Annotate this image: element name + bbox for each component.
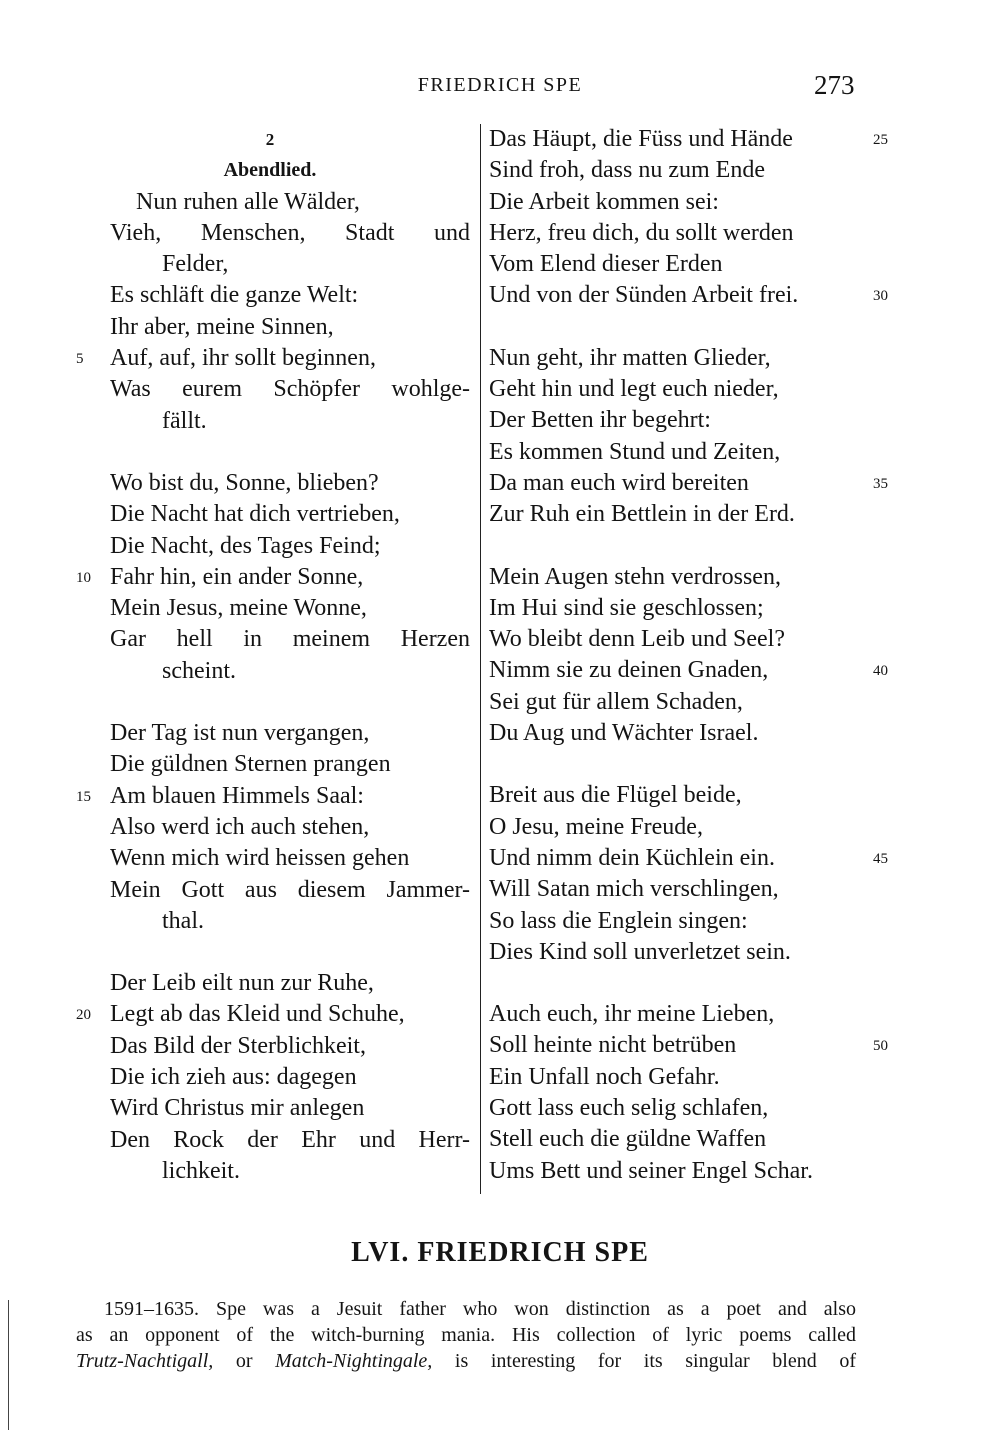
verse-line: [110, 499, 470, 530]
verse-text: Ein Unfall noch Gefahr.: [489, 1063, 720, 1090]
verse-text: scheint.: [162, 657, 236, 684]
line-number: 20: [76, 1007, 91, 1024]
verse-line: [110, 187, 470, 218]
verse-line: [489, 1124, 867, 1155]
verse-text: Die Nacht hat dich vertrieben,: [110, 501, 400, 528]
poem-left-column: [76, 124, 470, 1187]
poem-right-column: [489, 124, 888, 1187]
verse-text: Also werd ich auch stehen,: [110, 813, 370, 840]
stanza: [489, 780, 888, 968]
verse-line: [489, 780, 867, 811]
verse-line: [76, 999, 470, 1030]
verse-text: Zur Ruh ein Bettlein in der Erd.: [489, 501, 795, 528]
verse-text: Nun ruhen alle Wälder,: [136, 188, 360, 215]
verse-line: [489, 468, 888, 499]
verse-text: Breit aus die Flügel beide,: [489, 782, 742, 809]
verse-line: [489, 499, 867, 530]
stanza: [76, 968, 470, 1187]
intro-paragraph: [76, 1296, 856, 1374]
line-number: 25: [873, 132, 888, 148]
verse-text: O Jesu, meine Freude,: [489, 813, 703, 840]
verse-text: Auch euch, ihr meine Lieben,: [489, 1001, 775, 1028]
stanza-gap: [110, 687, 470, 718]
verse-line: [489, 374, 867, 405]
line-number: 30: [873, 288, 888, 305]
line-number: 10: [76, 569, 91, 586]
verse-text: So lass die Englein singen:: [489, 907, 748, 934]
intro-text: is interesting for its singular blend of: [432, 1350, 856, 1372]
verse-line: [489, 187, 867, 218]
verse-text: Gar hell in meinem Herzen: [110, 626, 470, 653]
verse-text: Den Rock der Ehr und Herr-: [110, 1126, 470, 1153]
stanza: [489, 999, 888, 1187]
verse-line: [489, 655, 888, 686]
verse-line: [489, 937, 867, 968]
section-heading: LVI. FRIEDRICH SPE: [351, 1237, 649, 1268]
verse-line: [110, 843, 470, 874]
verse-line: [489, 280, 888, 311]
stanza-gap: [110, 937, 470, 968]
verse-text: Im Hui sind sie geschlossen;: [489, 594, 764, 621]
intro-text: or: [213, 1350, 276, 1372]
stanza: [489, 562, 888, 750]
verse-line: [110, 718, 470, 749]
verse-line: [489, 687, 867, 718]
line-number: 15: [76, 788, 91, 805]
poem-title: Abendlied.: [223, 159, 317, 182]
stanza-gap: [110, 437, 470, 468]
intro-line: [76, 1296, 856, 1322]
verse-text: Das Bild der Sterblichkeit,: [110, 1032, 366, 1059]
verse-line: [110, 468, 470, 499]
verse-text: Legt ab das Kleid und Schuhe,: [110, 1001, 405, 1028]
verse-line: [110, 593, 470, 624]
verse-line: [76, 562, 470, 593]
verse-line: [489, 218, 867, 249]
line-number: 40: [873, 663, 888, 680]
verse-line: [489, 906, 867, 937]
verse-text: Wird Christus mir anlegen: [110, 1095, 365, 1122]
verse-text: Mein Augen stehn verdrossen,: [489, 563, 781, 590]
verse-line: [76, 781, 470, 812]
verse-text: Soll heinte nicht betrüben: [489, 1032, 737, 1059]
verse-line: [110, 374, 470, 405]
left-stanzas: [76, 187, 470, 1188]
italic-title: Match-Nightingale,: [275, 1350, 433, 1372]
verse-line: [110, 656, 470, 687]
verse-text: Die ich zieh aus: dagegen: [110, 1064, 357, 1091]
verse-line: [110, 249, 470, 280]
verse-line: [489, 1062, 867, 1093]
verse-text: Ums Bett und seiner Engel Schar.: [489, 1157, 813, 1184]
verse-text: Mein Jesus, meine Wonne,: [110, 595, 367, 622]
verse-text: Wo bist du, Sonne, blieben?: [110, 469, 379, 496]
verse-line: [110, 906, 470, 937]
verse-text: Die Arbeit kommen sei:: [489, 188, 719, 215]
verse-line: [110, 531, 470, 562]
verse-line: [489, 1030, 888, 1061]
verse-line: [489, 718, 867, 749]
verse-line: [110, 749, 470, 780]
poem-number: 2: [265, 130, 275, 149]
italic-title: Trutz-Nachtigall,: [76, 1350, 214, 1372]
right-stanzas: [489, 124, 888, 1187]
verse-text: Es schläft die ganze Welt:: [110, 282, 359, 309]
verse-text: Da man euch wird bereiten: [489, 469, 749, 496]
intro-line: [76, 1348, 856, 1374]
verse-text: Felder,: [162, 251, 229, 278]
verse-text: Geht hin und legt euch nieder,: [489, 376, 779, 403]
verse-text: Gott lass euch selig schlafen,: [489, 1095, 769, 1122]
stanza-gap: [489, 749, 867, 780]
line-number: 50: [873, 1038, 888, 1055]
verse-text: Und nimm dein Küchlein ein.: [489, 844, 775, 871]
verse-line: [489, 405, 867, 436]
verse-text: Die Nacht, des Tages Feind;: [110, 532, 381, 559]
verse-line: [110, 1125, 470, 1156]
line-number: 45: [873, 850, 888, 867]
column-divider: [480, 124, 481, 1194]
verse-line: [489, 155, 867, 186]
stanza: [489, 343, 888, 531]
stanza: [76, 468, 470, 687]
line-number: 5: [76, 351, 84, 368]
verse-text: Vom Elend dieser Erden: [489, 251, 723, 278]
verse-text: Wenn mich wird heissen gehen: [110, 845, 410, 872]
verse-line: [489, 843, 888, 874]
verse-text: Wo bleibt denn Leib und Seel?: [489, 626, 785, 653]
stanza: [76, 187, 470, 437]
verse-line: [489, 1156, 867, 1187]
verse-text: Auf, auf, ihr sollt beginnen,: [110, 345, 376, 372]
intro-line: [76, 1322, 856, 1348]
verse-text: Vieh, Menschen, Stadt und: [110, 219, 470, 246]
verse-text: Nimm sie zu deinen Gnaden,: [489, 657, 769, 684]
verse-line: [110, 218, 470, 249]
verse-line: [110, 406, 470, 437]
stanza-gap: [489, 531, 867, 562]
verse-text: Die güldnen Sternen prangen: [110, 751, 391, 778]
verse-text: thal.: [162, 907, 204, 934]
verse-text: Es kommen Stund und Zeiten,: [489, 438, 781, 465]
verse-line: [110, 968, 470, 999]
running-head: FRIEDRICH SPE: [417, 74, 583, 96]
verse-line: [110, 875, 470, 906]
verse-text: Das Häupt, die Füss und Hände: [489, 126, 793, 152]
verse-text: Der Leib eilt nun zur Ruhe,: [110, 970, 374, 997]
verse-line: [489, 249, 867, 280]
verse-text: Sei gut für allem Schaden,: [489, 688, 743, 715]
verse-text: fällt.: [162, 407, 207, 434]
verse-line: [110, 312, 470, 343]
verse-text: Dies Kind soll unverletzet sein.: [489, 938, 791, 965]
verse-text: Was eurem Schöpfer wohlge-: [110, 376, 470, 403]
intro-text: as an opponent of the witch-burning mania. His collection of lyric poems called: [76, 1324, 856, 1346]
verse-line: [110, 280, 470, 311]
stanza-gap: [489, 312, 867, 343]
verse-text: Herz, freu dich, du sollt werden: [489, 219, 794, 246]
page-number: 273: [814, 70, 855, 100]
verse-text: Und von der Sünden Arbeit frei.: [489, 282, 799, 309]
verse-line: [489, 1093, 867, 1124]
verse-line: [110, 812, 470, 843]
verse-text: lichkeit.: [162, 1157, 240, 1184]
verse-line: [110, 1031, 470, 1062]
verse-text: Der Betten ihr begehrt:: [489, 407, 711, 434]
verse-line: [76, 343, 470, 374]
verse-line: [110, 1156, 470, 1187]
verse-text: Fahr hin, ein ander Sonne,: [110, 563, 364, 590]
stanza: [489, 124, 888, 312]
verse-line: [489, 437, 867, 468]
stanza-gap: [489, 968, 867, 999]
verse-line: [489, 343, 867, 374]
verse-line: [110, 1062, 470, 1093]
intro-text: 1591–1635. Spe was a Jesuit father who won distinction as a poet and also: [104, 1298, 856, 1320]
line-number: 35: [873, 475, 888, 492]
verse-line: [489, 999, 867, 1030]
verse-text: Du Aug und Wächter Israel.: [489, 720, 759, 747]
verse-line: [489, 562, 867, 593]
verse-text: Will Satan mich verschlingen,: [489, 876, 779, 903]
verse-text: Mein Gott aus diesem Jammer-: [110, 876, 470, 903]
stanza: [76, 718, 470, 937]
verse-text: Sind froh, dass nu zum Ende: [489, 157, 765, 184]
verse-line: [110, 624, 470, 655]
verse-text: Stell euch die güldne Waffen: [489, 1126, 767, 1153]
verse-line: [489, 874, 867, 905]
page-edge-mark: [8, 1300, 9, 1430]
verse-text: Der Tag ist nun vergangen,: [110, 720, 370, 747]
verse-line: [489, 124, 888, 155]
verse-line: [110, 1093, 470, 1124]
verse-line: [489, 624, 867, 655]
verse-line: [489, 812, 867, 843]
verse-text: Ihr aber, meine Sinnen,: [110, 313, 334, 340]
verse-text: Nun geht, ihr matten Glieder,: [489, 344, 771, 371]
verse-text: Am blauen Himmels Saal:: [110, 782, 364, 809]
verse-line: [489, 593, 867, 624]
